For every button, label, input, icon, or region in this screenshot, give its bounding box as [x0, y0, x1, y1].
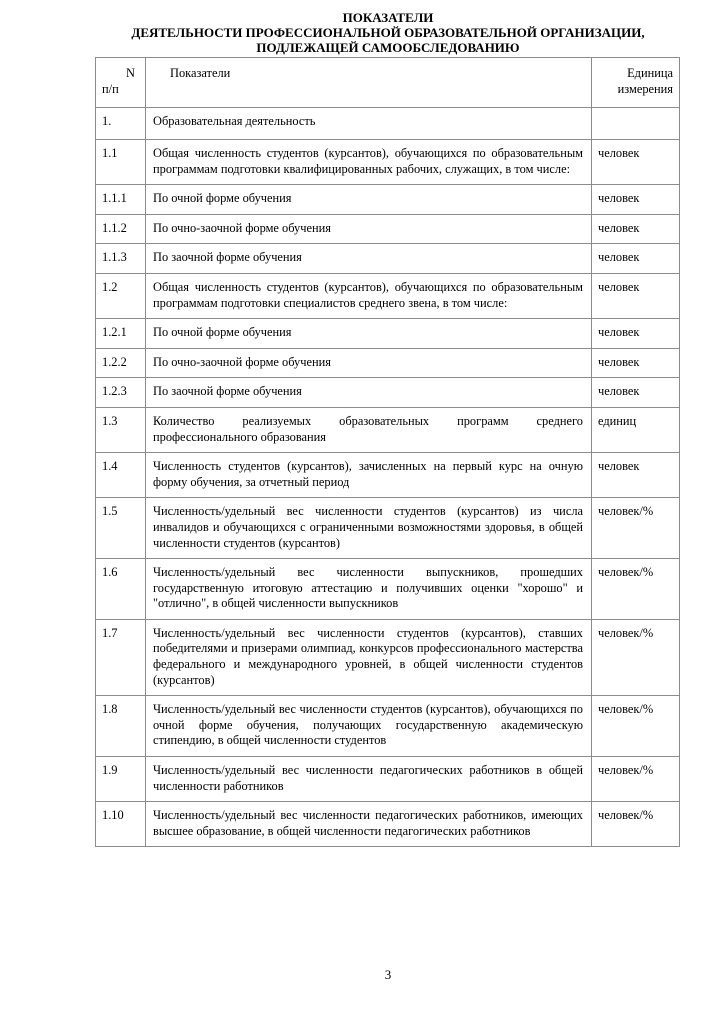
row-indicator: По очной форме обучения	[146, 319, 592, 349]
title-line-1: ПОКАЗАТЕЛИ	[342, 10, 434, 25]
row-unit: человек	[592, 273, 680, 318]
indicators-table	[95, 57, 680, 847]
row-unit: человек	[592, 453, 680, 498]
row-number: 1.3	[96, 407, 146, 452]
row-indicator: По заочной форме обучения	[146, 244, 592, 274]
row-number: 1.2.2	[96, 348, 146, 378]
row-number: 1.2.1	[96, 319, 146, 349]
row-unit: человек	[592, 244, 680, 274]
row-number: 1.10	[96, 802, 146, 847]
indicators-table-container	[95, 57, 679, 847]
table-row	[96, 498, 680, 559]
row-number: 1.5	[96, 498, 146, 559]
row-number: 1.1.3	[96, 244, 146, 274]
table-row	[96, 348, 680, 378]
row-indicator: Общая численность студентов (курсантов), обучающихся по образовательным программам подготовки специалистов среднего звена, в том числе:	[146, 273, 592, 318]
row-unit: человек/%	[592, 757, 680, 802]
row-indicator: Численность/удельный вес численности педагогических работников, имеющих высшее образование, в общей численности педагогических работников	[146, 802, 592, 847]
row-number: 1.4	[96, 453, 146, 498]
row-unit: человек	[592, 348, 680, 378]
row-unit: единиц	[592, 407, 680, 452]
row-unit: человек/%	[592, 802, 680, 847]
column-header-number	[96, 58, 146, 108]
row-number: 1.	[96, 108, 146, 140]
row-indicator: Численность/удельный вес численности студентов (курсантов), ставших победителями и призерами олимпиад, конкурсов профессионального мастерства федерального и международного уровней, в общей численности студентов (курсантов)	[146, 619, 592, 695]
column-header-indicators: Показатели	[146, 58, 592, 108]
row-indicator: По очно-заочной форме обучения	[146, 348, 592, 378]
table-row	[96, 757, 680, 802]
table-row	[96, 619, 680, 695]
row-indicator: Численность/удельный вес численности выпускников, прошедших государственную итоговую аттестацию и получивших оценки "хорошо" и "отлично", в общей численности выпускников	[146, 559, 592, 620]
row-number: 1.6	[96, 559, 146, 620]
table-row	[96, 453, 680, 498]
table-row	[96, 559, 680, 620]
row-unit: человек	[592, 140, 680, 185]
row-number: 1.2	[96, 273, 146, 318]
row-number: 1.2.3	[96, 378, 146, 408]
table-row	[96, 319, 680, 349]
table-row	[96, 185, 680, 215]
title-line-2: ДЕЯТЕЛЬНОСТИ ПРОФЕССИОНАЛЬНОЙ ОБРАЗОВАТЕЛЬНОЙ ОРГАНИЗАЦИИ,	[131, 25, 645, 40]
row-number: 1.1.2	[96, 214, 146, 244]
row-indicator: Численность/удельный вес численности студентов (курсантов), обучающихся по очной форме обучения, получающих государственную академическую стипендию, в общей численности студентов	[146, 696, 592, 757]
row-indicator: Численность/удельный вес численности педагогических работников в общей численности работников	[146, 757, 592, 802]
row-indicator: Численность студентов (курсантов), зачисленных на первый курс на очную форму обучения, за отчетный период	[146, 453, 592, 498]
table-row	[96, 140, 680, 185]
document-title	[96, 10, 680, 55]
row-number: 1.1	[96, 140, 146, 185]
row-unit: человек/%	[592, 498, 680, 559]
table-row	[96, 696, 680, 757]
column-header-unit	[592, 58, 680, 108]
row-unit: человек/%	[592, 619, 680, 695]
row-indicator: По заочной форме обучения	[146, 378, 592, 408]
row-number: 1.8	[96, 696, 146, 757]
column-header-unit-line-2: измерения	[617, 81, 673, 96]
row-indicator: По очно-заочной форме обучения	[146, 214, 592, 244]
row-unit	[592, 108, 680, 140]
column-header-unit-line-1: Единица	[627, 66, 673, 80]
table-row	[96, 244, 680, 274]
column-header-number-line-1: N	[126, 66, 135, 80]
row-indicator: По очной форме обучения	[146, 185, 592, 215]
title-line-3: ПОДЛЕЖАЩЕЙ САМООБСЛЕДОВАНИЮ	[256, 40, 520, 55]
row-unit: человек	[592, 185, 680, 215]
table-row	[96, 108, 680, 140]
table-row	[96, 273, 680, 318]
table-row	[96, 407, 680, 452]
row-unit: человек	[592, 378, 680, 408]
row-unit: человек	[592, 319, 680, 349]
row-indicator: Численность/удельный вес численности студентов (курсантов) из числа инвалидов и обучающихся с ограниченными возможностями здоровья, в общей численности студентов (курсантов)	[146, 498, 592, 559]
row-number: 1.7	[96, 619, 146, 695]
row-unit: человек	[592, 214, 680, 244]
table-row	[96, 214, 680, 244]
table-row	[96, 802, 680, 847]
row-unit: человек/%	[592, 559, 680, 620]
table-row	[96, 378, 680, 408]
page-number: 3	[384, 967, 392, 982]
row-number: 1.9	[96, 757, 146, 802]
row-indicator: Количество реализуемых образовательных программ среднего профессионального образования	[146, 407, 592, 452]
table-header-row	[96, 58, 680, 108]
row-indicator: Образовательная деятельность	[146, 108, 592, 140]
row-unit: человек/%	[592, 696, 680, 757]
column-header-number-line-2: п/п	[102, 81, 119, 96]
row-number: 1.1.1	[96, 185, 146, 215]
row-indicator: Общая численность студентов (курсантов), обучающихся по образовательным программам подготовки квалифицированных рабочих, служащих, в том числе:	[146, 140, 592, 185]
